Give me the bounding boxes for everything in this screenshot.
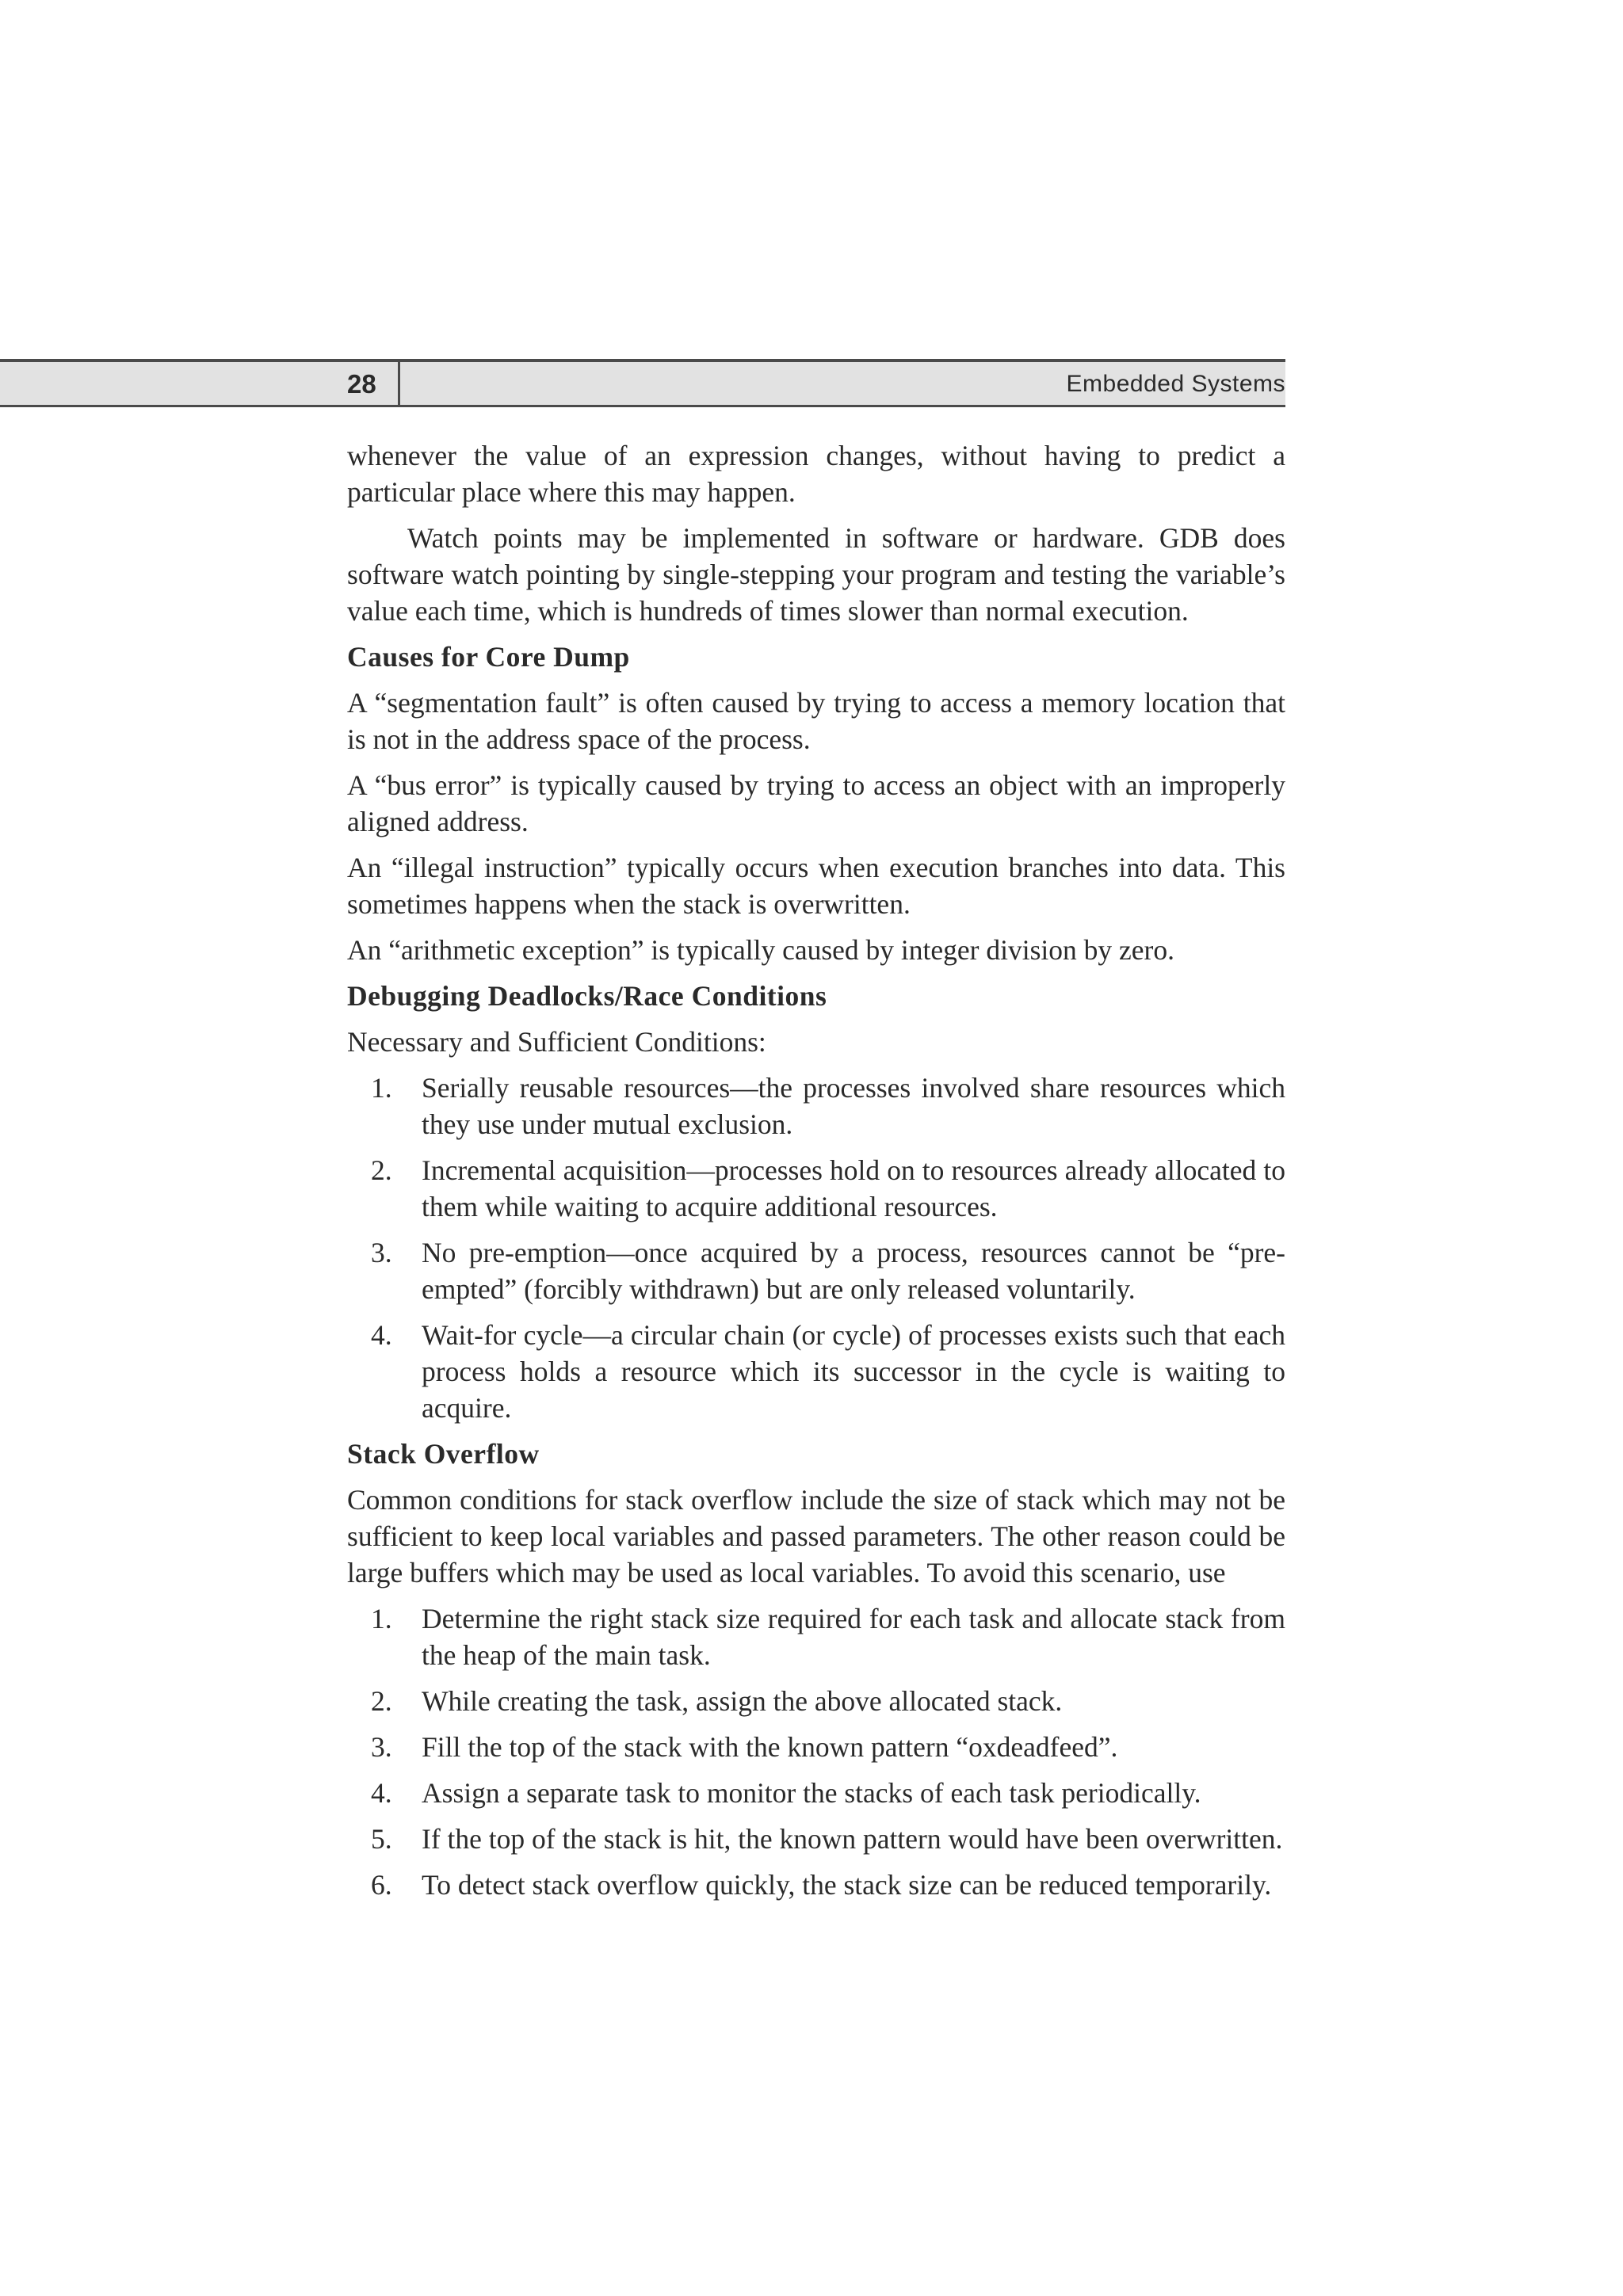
list-number: 4. — [371, 1319, 392, 1351]
core-dump-paragraph: An “illegal instruction” typically occurs when execution branches into data. This sometimes happens when the stack is overwritten. — [347, 852, 1285, 920]
list-item — [347, 1821, 1285, 1857]
list-number: 4. — [371, 1777, 392, 1809]
list-number: 3. — [371, 1237, 392, 1268]
list-number: 1. — [371, 1072, 392, 1104]
core-dump-heading: Causes for Core Dump — [347, 641, 630, 673]
stack-overflow-paragraph: Common conditions for stack overflow include the size of stack which may not be sufficient to keep local variables and passed parameters. The other reason could be large buffers which may be used as local variables. To avoid this scenario, use — [347, 1484, 1285, 1589]
list-item — [347, 1683, 1285, 1719]
list-number: 3. — [371, 1731, 392, 1763]
stack-overflow-steps-list — [347, 1600, 1285, 1903]
list-number: 1. — [371, 1603, 392, 1634]
list-item — [347, 1317, 1285, 1426]
list-item-text: While creating the task, assign the above allocated stack. — [422, 1685, 1063, 1717]
core-dump-paragraph: A “segmentation fault” is often caused by trying to access a memory location that is not in the address space of the process. — [347, 687, 1285, 755]
list-item — [347, 1234, 1285, 1307]
deadlocks-heading: Debugging Deadlocks/Race Conditions — [347, 980, 827, 1012]
list-item-text: Fill the top of the stack with the known pattern “oxdeadfeed”. — [422, 1731, 1118, 1763]
list-item-text: Assign a separate task to monitor the stacks of each task periodically. — [422, 1777, 1201, 1809]
list-item-text: Determine the right stack size required for each task and allocate stack from the heap of the main task. — [422, 1603, 1285, 1671]
list-item — [347, 1070, 1285, 1142]
list-item-text: Incremental acquisition—processes hold on to resources already allocated to them while waiting to acquire additional resources. — [422, 1154, 1285, 1222]
core-dump-paragraph: An “arithmetic exception” is typically caused by integer division by zero. — [347, 934, 1174, 966]
header-divider — [398, 362, 400, 405]
list-item-text: Wait-for cycle—a circular chain (or cycle) of processes exists such that each process holds a resource which its successor in the cycle is waiting to acquire. — [422, 1319, 1285, 1424]
list-number: 5. — [371, 1823, 392, 1855]
intro-paragraph: whenever the value of an expression changes, without having to predict a particular place where this may happen. — [347, 440, 1285, 508]
watchpoint-paragraph: Watch points may be implemented in software or hardware. GDB does software watch pointing by single-stepping your program and testing the variable’s value each time, which is hundreds of times slower than normal execution. — [347, 522, 1285, 627]
page-number: 28 — [347, 369, 376, 399]
list-item — [347, 1775, 1285, 1811]
list-number: 2. — [371, 1685, 392, 1717]
core-dump-paragraph: A “bus error” is typically caused by trying to access an object with an improperly aligned address. — [347, 769, 1285, 837]
stack-overflow-heading: Stack Overflow — [347, 1438, 540, 1470]
page-body — [347, 437, 1285, 1913]
running-title: Embedded Systems — [1066, 371, 1285, 397]
list-item-text: Serially reusable resources—the processes involved share resources which they use under mutual exclusion. — [422, 1072, 1285, 1140]
deadlock-conditions-list — [347, 1070, 1285, 1426]
list-item-text: No pre-emption—once acquired by a process, resources cannot be “pre-empted” (forcibly withdrawn) but are only released voluntarily. — [422, 1237, 1285, 1305]
list-number: 2. — [371, 1154, 392, 1186]
list-item-text: To detect stack overflow quickly, the stack size can be reduced temporarily. — [422, 1869, 1272, 1901]
list-item — [347, 1729, 1285, 1765]
page-header — [0, 359, 1285, 407]
list-item — [347, 1152, 1285, 1225]
deadlocks-lead: Necessary and Sufficient Conditions: — [347, 1026, 766, 1058]
list-item — [347, 1867, 1285, 1903]
list-number: 6. — [371, 1869, 392, 1901]
list-item-text: If the top of the stack is hit, the known pattern would have been overwritten. — [422, 1823, 1283, 1855]
list-item — [347, 1600, 1285, 1673]
